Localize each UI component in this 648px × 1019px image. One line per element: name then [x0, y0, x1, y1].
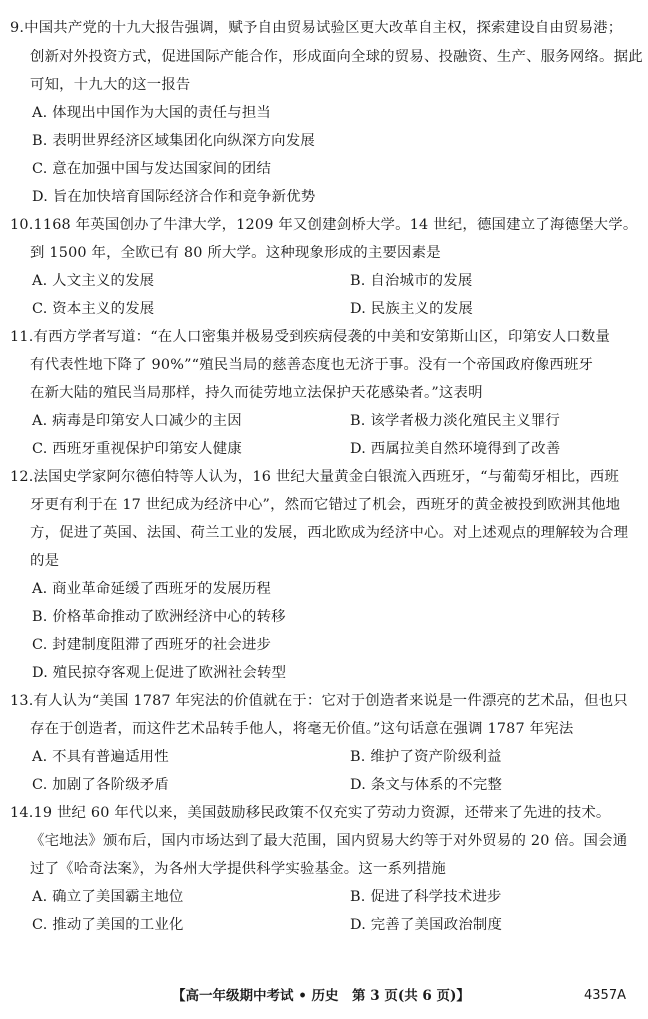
question-text-line: 12.法国史学家阿尔德伯特等人认为，16 世纪大量黄金白银流入西班牙，“与葡萄牙相比，西班 [10, 469, 619, 485]
question-text-line: 13.有人认为“美国 1787 年宪法的价值就在于：它对于创造者来说是一件漂亮的艺术品，但也只 [10, 693, 628, 709]
option-a: A. 不具有普遍适用性 [32, 749, 169, 765]
option-d: D. 条文与体系的不完整 [350, 777, 503, 793]
question-text-line: 可知，十九大的这一报告 [30, 77, 191, 93]
footer-exam-code: 4357A [584, 988, 626, 1003]
question-text-line: 到 1500 年，全欧已有 80 所大学。这种现象形成的主要因素是 [30, 245, 441, 261]
question-text-line: 方，促进了英国、法国、荷兰工业的发展，西北欧成为经济中心。对上述观点的理解较为合理 [30, 525, 629, 541]
option-a: A. 确立了美国霸主地位 [32, 889, 184, 905]
option-b: B. 维护了资产阶级利益 [350, 749, 502, 765]
question-text-line: 9.中国共产党的十九大报告强调，赋予自由贸易试验区更大改革自主权，探索建设自由贸易港； [10, 20, 623, 36]
option-c: C. 封建制度阻滞了西班牙的社会进步 [32, 637, 272, 653]
option-c: C. 推动了美国的工业化 [32, 917, 184, 933]
option-b: B. 表明世界经济区域集团化向纵深方向发展 [32, 133, 315, 149]
option-b: B. 促进了科学技术进步 [350, 889, 502, 905]
option-c: C. 资本主义的发展 [32, 301, 155, 317]
option-a: A. 体现出中国作为大国的责任与担当 [32, 105, 272, 121]
option-a: A. 商业革命延缓了西班牙的发展历程 [32, 581, 272, 597]
option-c: C. 西班牙重视保护印第安人健康 [32, 441, 242, 457]
option-a: A. 病毒是印第安人口减少的主因 [32, 413, 242, 429]
option-d: D. 西属拉美自然环境得到了改善 [350, 441, 561, 457]
question-text-line: 有代表性地下降了 90%”“殖民当局的慈善态度也无济于事。没有一个帝国政府像西班牙 [30, 357, 594, 373]
page-footer [0, 985, 648, 1007]
question-text-line: 的是 [30, 553, 60, 569]
question-text-line: 创新对外投资方式，促进国际产能合作，形成面向全球的贸易、投融资、生产、服务网络。据此 [30, 49, 643, 65]
option-c: C. 意在加强中国与发达国家间的团结 [32, 161, 272, 177]
question-text-line: 11.有西方学者写道：“在人口密集并极易受到疾病侵袭的中美和安第斯山区，印第安人口数量 [10, 329, 611, 345]
option-b: B. 该学者极力淡化殖民主义罪行 [350, 413, 561, 429]
option-d: D. 殖民掠夺客观上促进了欧洲社会转型 [32, 665, 287, 681]
option-a: A. 人文主义的发展 [32, 273, 155, 289]
question-text-line: 存在于创造者，而这件艺术品转手他人，将毫无价值。”这句话意在强调 1787 年宪法 [30, 721, 574, 737]
question-text-line: 在新大陆的殖民当局那样，持久而徒劳地立法保护天花感染者。”这表明 [30, 385, 483, 401]
option-d: D. 旨在加快培育国际经济合作和竞争新优势 [32, 189, 316, 205]
question-text-line: 过了《哈奇法案》，为各州大学提供科学实验基金。这一系列措施 [30, 861, 446, 877]
option-b: B. 自治城市的发展 [350, 273, 473, 289]
option-c: C. 加剧了各阶级矛盾 [32, 777, 169, 793]
question-text-line: 14.19 世纪 60 年代以来，美国鼓励移民政策不仅充实了劳动力资源，还带来了先进的技术。 [10, 805, 611, 821]
option-d: D. 民族主义的发展 [350, 301, 473, 317]
option-d: D. 完善了美国政治制度 [350, 917, 503, 933]
option-b: B. 价格革命推动了欧洲经济中心的转移 [32, 609, 286, 625]
question-text-line: 《宅地法》颁布后，国内市场达到了最大范围，国内贸易大约等于对外贸易的 20 倍。国会通 [30, 833, 628, 849]
footer-page-info: 【高一年级期中考试 • 历史 第 3 页(共 6 页)】 [172, 988, 470, 1004]
question-text-line: 10.1168 年英国创办了牛津大学，1209 年又创建剑桥大学。14 世纪，德国建立了海德堡大学。 [10, 217, 638, 233]
question-text-line: 牙更有利于在 17 世纪成为经济中心”，然而它错过了机会，西班牙的黄金被投到欧洲其他地 [30, 497, 621, 513]
